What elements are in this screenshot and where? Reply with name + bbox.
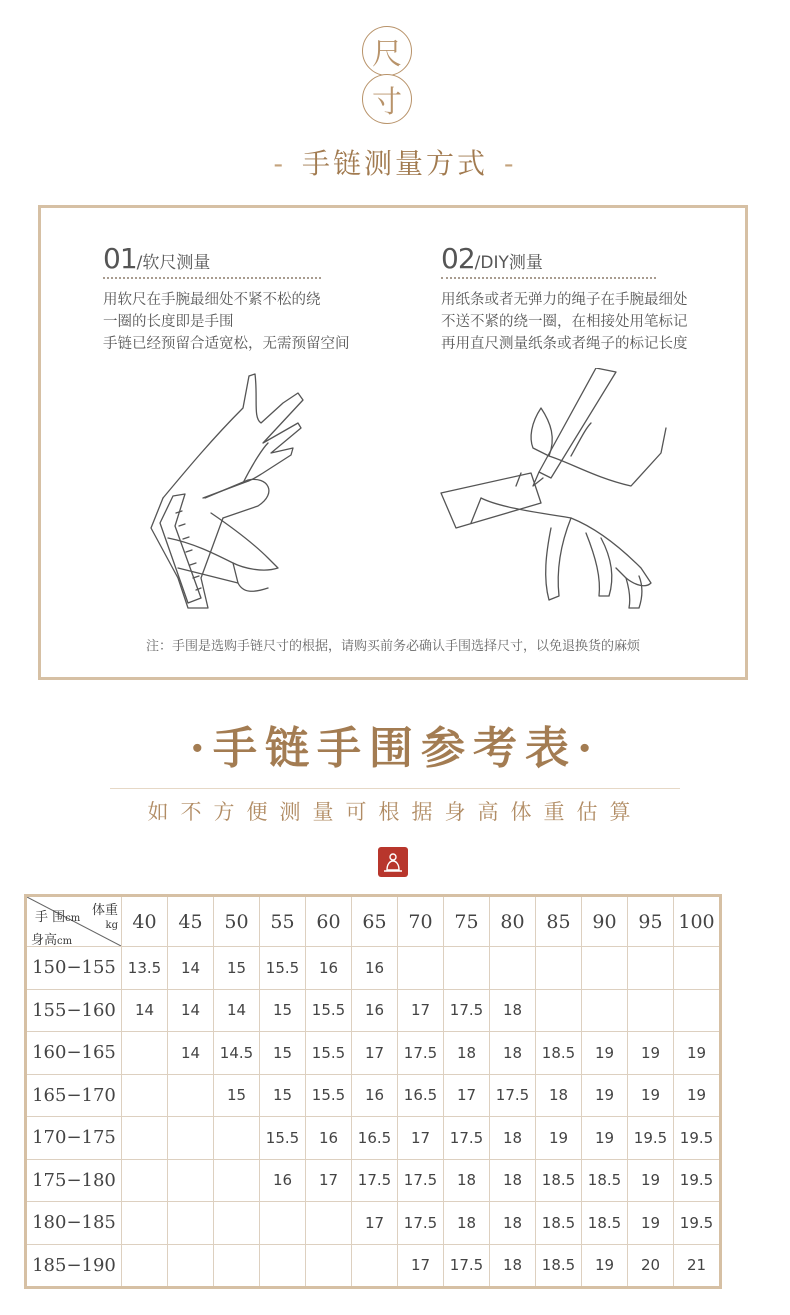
corner-weight-label: 体重: [91, 903, 118, 918]
wrist-size-cell: 19.5: [674, 1117, 721, 1160]
wrist-size-cell: 18: [536, 1074, 582, 1117]
wrist-size-cell: 15.5: [260, 947, 306, 990]
weight-column-header: 40: [122, 896, 168, 947]
wrist-size-cell: 18.5: [536, 1159, 582, 1202]
method-1-label: /软尺测量: [136, 253, 211, 273]
method-1-heading: [103, 242, 321, 279]
table-row: [26, 1202, 721, 1245]
wrist-size-cell: [582, 989, 628, 1032]
method-2-line: 用纸条或者无弹力的绳子在手腕最细处: [441, 292, 688, 308]
wrist-size-cell: 17: [352, 1032, 398, 1075]
wrist-size-cell: 14: [214, 989, 260, 1032]
reference-table-title: ·手链手围参考表·: [189, 723, 601, 774]
wrist-size-cell: [536, 989, 582, 1032]
height-row-header: 155−160: [26, 989, 122, 1032]
wrist-size-cell: 19: [582, 1032, 628, 1075]
wrist-size-cell: [168, 1074, 214, 1117]
corner-height-text: 身高: [31, 933, 58, 948]
buddha-seal-icon: [378, 847, 408, 877]
corner-height-unit: cm: [57, 936, 73, 947]
method-2-label: /DIY测量: [474, 253, 543, 273]
wrist-size-cell: 21: [674, 1244, 721, 1288]
wrist-size-cell: 19: [628, 1159, 674, 1202]
wrist-size-cell: 19: [674, 1032, 721, 1075]
corner-height-label: [31, 929, 72, 948]
wrist-size-cell: 19: [628, 1032, 674, 1075]
weight-column-header: 75: [444, 896, 490, 947]
measure-method-title-text: 手链测量方式: [301, 147, 488, 180]
wrist-size-cell: 18: [490, 989, 536, 1032]
wrist-size-cell: 14: [168, 947, 214, 990]
method-1: [103, 242, 403, 355]
wrist-size-cell: [122, 1244, 168, 1288]
wrist-size-cell: 16.5: [398, 1074, 444, 1117]
wrist-size-cell: 18.5: [536, 1032, 582, 1075]
wrist-size-cell: 17.5: [444, 989, 490, 1032]
table-header-row: [26, 896, 721, 947]
method-2-description: [441, 289, 741, 355]
table-row: [26, 1117, 721, 1160]
wrist-size-cell: 17: [398, 1117, 444, 1160]
wrist-size-cell: [122, 1159, 168, 1202]
wrist-size-cell: [444, 947, 490, 990]
wrist-size-cell: [122, 1202, 168, 1245]
wrist-size-cell: 17: [306, 1159, 352, 1202]
wrist-size-cell: 16: [260, 1159, 306, 1202]
weight-column-header: 50: [214, 896, 260, 947]
wrist-size-cell: 17: [398, 1244, 444, 1288]
wrist-size-cell: 19.5: [674, 1159, 721, 1202]
table-body: [26, 947, 721, 1288]
wrist-size-cell: 16: [306, 1117, 352, 1160]
seal-figure-icon: [381, 850, 405, 874]
wrist-size-cell: 14: [168, 1032, 214, 1075]
wrist-size-cell: [122, 1074, 168, 1117]
wrist-size-cell: [260, 1202, 306, 1245]
corner-weight-unit: [106, 917, 118, 932]
weight-column-header: 95: [628, 896, 674, 947]
seal-char-top: 尺: [362, 26, 412, 76]
subtitle-divider: [110, 788, 680, 789]
table-row: [26, 989, 721, 1032]
weight-column-header: 80: [490, 896, 536, 947]
height-row-header: 165−170: [26, 1074, 122, 1117]
weight-column-header: 65: [352, 896, 398, 947]
method-2-heading: [441, 242, 656, 279]
method-2: [441, 242, 741, 355]
wrist-size-cell: 19: [582, 1074, 628, 1117]
wrist-size-cell: [582, 947, 628, 990]
method-1-line: 一圈的长度即是手围: [103, 314, 234, 330]
wrist-size-cell: 15: [260, 1032, 306, 1075]
wrist-size-cell: 17: [398, 989, 444, 1032]
method-1-description: [103, 289, 403, 355]
wrist-size-cell: 18: [444, 1159, 490, 1202]
wrist-size-cell: 18.5: [582, 1159, 628, 1202]
corner-weight-unit-text: kg: [105, 920, 118, 931]
wrist-size-cell: 19: [582, 1117, 628, 1160]
wrist-size-cell: 18: [444, 1202, 490, 1245]
weight-column-header: 100: [674, 896, 721, 947]
table-corner-header: [26, 896, 122, 947]
wrist-size-cell: [122, 1117, 168, 1160]
wrist-size-cell: 18.5: [536, 1244, 582, 1288]
wrist-size-cell: [490, 947, 536, 990]
wrist-size-cell: 13.5: [122, 947, 168, 990]
method-2-number: 02: [441, 242, 475, 275]
seal-char-bottom: 寸: [362, 74, 412, 124]
wrist-size-cell: [536, 947, 582, 990]
wrist-size-cell: 16: [352, 947, 398, 990]
wrist-size-cell: [628, 947, 674, 990]
wrist-size-cell: 18.5: [582, 1202, 628, 1245]
wrist-size-cell: [628, 989, 674, 1032]
corner-wrist-label: [35, 906, 80, 925]
wrist-size-cell: [398, 947, 444, 990]
wrist-size-cell: [168, 1117, 214, 1160]
title-dash-right: -: [504, 147, 517, 180]
wrist-size-cell: 18: [490, 1032, 536, 1075]
method-1-line: 用软尺在手腕最细处不紧不松的绕: [103, 292, 321, 308]
weight-column-header: 85: [536, 896, 582, 947]
method-2-line: 不送不紧的绕一圈，在相接处用笔标记: [441, 314, 688, 330]
wrist-size-cell: [214, 1117, 260, 1160]
height-row-header: 150−155: [26, 947, 122, 990]
wrist-size-cell: 14: [168, 989, 214, 1032]
method-1-number: 01: [103, 242, 137, 275]
wrist-size-cell: 18: [490, 1202, 536, 1245]
height-row-header: 185−190: [26, 1244, 122, 1288]
wrist-size-cell: [306, 1244, 352, 1288]
wrist-size-cell: 15: [214, 1074, 260, 1117]
wrist-size-cell: 19: [628, 1074, 674, 1117]
wrist-size-cell: 17: [352, 1202, 398, 1245]
wrist-size-cell: [674, 947, 721, 990]
table-row: [26, 1159, 721, 1202]
wrist-size-cell: [306, 1202, 352, 1245]
wrist-size-cell: 19.5: [628, 1117, 674, 1160]
wrist-size-cell: 18: [490, 1244, 536, 1288]
weight-column-header: 55: [260, 896, 306, 947]
wrist-size-cell: [168, 1202, 214, 1245]
wrist-size-cell: 17.5: [398, 1032, 444, 1075]
wrist-size-cell: 17.5: [444, 1244, 490, 1288]
measure-method-title: [0, 142, 790, 182]
wrist-size-cell: [122, 1032, 168, 1075]
wrist-size-cell: [214, 1244, 260, 1288]
measure-note: 注：手围是选购手链尺寸的根据，请购买前务必确认手围选择尺寸，以免退换货的麻烦: [145, 639, 640, 654]
wrist-size-cell: 17: [444, 1074, 490, 1117]
wrist-size-cell: 18: [490, 1159, 536, 1202]
title-dash-left: -: [273, 147, 286, 180]
wrist-size-cell: 19: [582, 1244, 628, 1288]
table-row: [26, 1074, 721, 1117]
wrist-size-cell: 16: [352, 989, 398, 1032]
wrist-size-cell: 19: [536, 1117, 582, 1160]
wrist-size-cell: 17.5: [398, 1159, 444, 1202]
wrist-size-cell: 19: [674, 1074, 721, 1117]
wrist-size-reference-table: [24, 894, 722, 1289]
wrist-size-cell: 18.5: [536, 1202, 582, 1245]
wrist-size-cell: [352, 1244, 398, 1288]
height-row-header: 170−175: [26, 1117, 122, 1160]
wrist-size-cell: 16: [306, 947, 352, 990]
wrist-size-cell: 15: [260, 989, 306, 1032]
wrist-size-cell: 17.5: [444, 1117, 490, 1160]
wrist-size-cell: 14: [122, 989, 168, 1032]
wrist-size-cell: 15.5: [260, 1117, 306, 1160]
corner-wrist-unit: cm: [65, 913, 81, 924]
wrist-size-cell: 15.5: [306, 989, 352, 1032]
wrist-size-cell: 17.5: [490, 1074, 536, 1117]
height-row-header: 175−180: [26, 1159, 122, 1202]
height-row-header: 160−165: [26, 1032, 122, 1075]
wrist-size-cell: 19.5: [674, 1202, 721, 1245]
table-row: [26, 1244, 721, 1288]
weight-column-header: 90: [582, 896, 628, 947]
table-row: [26, 1032, 721, 1075]
wrist-size-cell: 15.5: [306, 1032, 352, 1075]
wrist-size-cell: [168, 1244, 214, 1288]
wrist-size-cell: 15: [214, 947, 260, 990]
method-1-line: 手链已经预留合适宽松，无需预留空间: [103, 336, 350, 352]
weight-column-header: 70: [398, 896, 444, 947]
paper-strip-pen-illustration: [421, 368, 691, 618]
wrist-size-cell: 17.5: [398, 1202, 444, 1245]
corner-wrist-text: 手 围: [35, 910, 66, 925]
wrist-size-cell: [260, 1244, 306, 1288]
wrist-size-cell: 19: [628, 1202, 674, 1245]
wrist-size-cell: [214, 1202, 260, 1245]
wrist-size-cell: 16: [352, 1074, 398, 1117]
weight-column-header: 60: [306, 896, 352, 947]
wrist-size-cell: [214, 1159, 260, 1202]
measure-method-panel: [38, 205, 748, 680]
wrist-size-cell: 16.5: [352, 1117, 398, 1160]
reference-table-subtitle: 如不方便测量可根据身高体重估算: [147, 800, 643, 824]
wrist-size-cell: 18: [490, 1117, 536, 1160]
wrist-size-cell: 14.5: [214, 1032, 260, 1075]
height-row-header: 180−185: [26, 1202, 122, 1245]
table-row: [26, 947, 721, 990]
wrist-size-cell: 17.5: [352, 1159, 398, 1202]
wrist-size-cell: 18: [444, 1032, 490, 1075]
tape-measure-hand-illustration: [93, 368, 353, 618]
wrist-size-cell: [674, 989, 721, 1032]
wrist-size-cell: 15.5: [306, 1074, 352, 1117]
method-2-line: 再用直尺测量纸条或者绳子的标记长度: [441, 336, 688, 352]
wrist-size-cell: 15: [260, 1074, 306, 1117]
weight-column-header: 45: [168, 896, 214, 947]
wrist-size-cell: 20: [628, 1244, 674, 1288]
wrist-size-cell: [168, 1159, 214, 1202]
